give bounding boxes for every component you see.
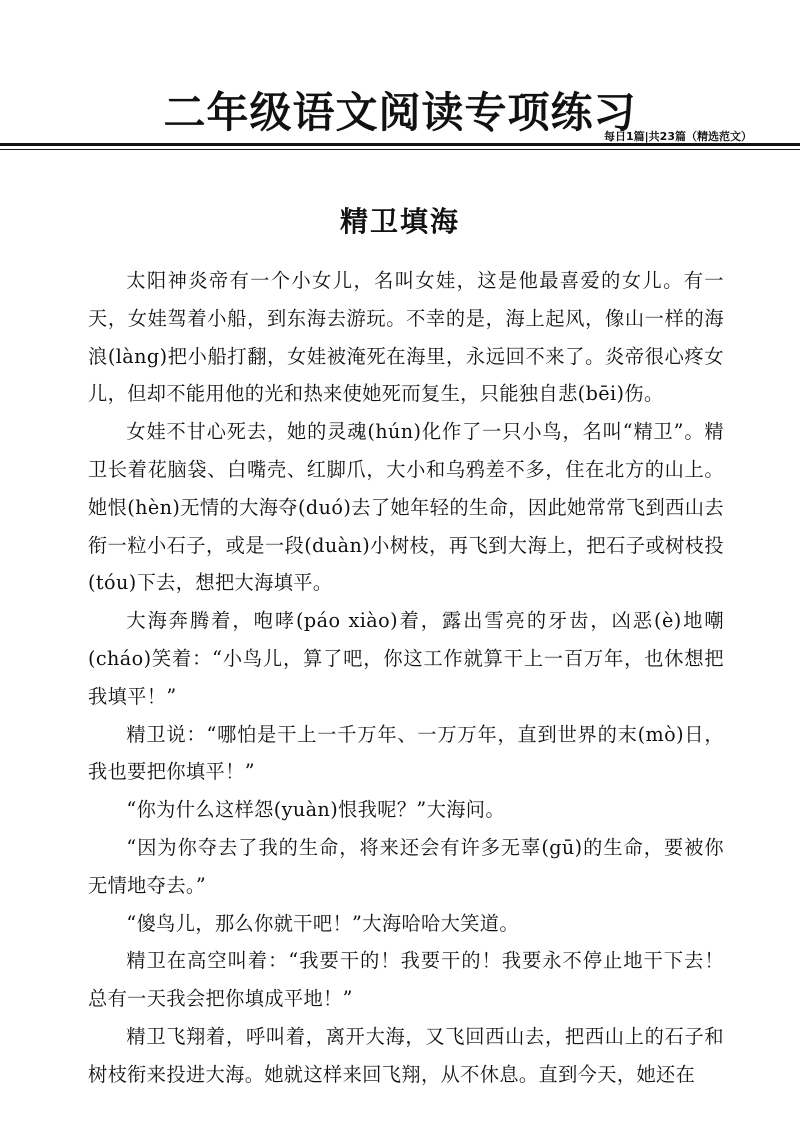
header-title: 二年级语文阅读专项练习 [163,88,637,137]
paragraph: 精卫在高空叫着：“我要干的！我要干的！我要永不停止地干下去！总有一天我会把你填成平地！” [88,949,724,1011]
paragraph: 精卫飞翔着，呼叫着，离开大海，又飞回西山去，把西山上的石子和树枝衔来投进大海。她就这样来回飞翔，从不休息。直到今天，她还在 [88,1024,724,1086]
header-divider-thick [0,143,800,146]
paragraph: 太阳神炎帝有一个小女儿，名叫女娃，这是他最喜爱的女儿。有一天，女娃驾着小船，到东海去游玩。不幸的是，海上起风，像山一样的海浪(làng)把小船打翻，女娃被淹死在海里，永远回不来了。炎帝很心疼女儿，但却不能用他的光和热来使她死而复生，只能独自悲(bēi)伤。 [88,269,724,406]
paragraph: “你为什么这样怨(yuàn)恨我呢？”大海问。 [126,798,505,822]
header-divider-thin [0,149,800,150]
article-title: 精卫填海 [339,205,460,238]
paragraph: 大海奔腾着，咆哮(páo xiào)着，露出雪亮的牙齿，凶恶(è)地嘲(cháo)笑着：“小鸟儿，算了吧，你这工作就算干上一百万年，也休想把我填平！” [88,609,724,708]
paragraph: 女娃不甘心死去，她的灵魂(hún)化作了一只小鸟，名叫“精卫”。精卫长着花脑袋、白嘴壳、红脚爪，大小和乌鸦差不多，住在北方的山上。她恨(hèn)无情的大海夺(duó)去了她年轻的生命，因此她常常飞到西山去衔一粒小石子，或是一段(duàn)小树枝，再飞到大海上，把石子或树枝投(tóu)下去，想把大海填平。 [88,420,724,595]
paragraph: “傻鸟儿，那么你就干吧！”大海哈哈大笑道。 [126,911,519,935]
paragraph: 精卫说：“哪怕是干上一千万年、一万万年，直到世界的末(mò)日，我也要把你填平！” [88,722,724,784]
header-subtitle: 每日1篇|共23篇（精选范文） [604,130,752,143]
article-body [88,262,724,1094]
paragraph: “因为你夺去了我的生命，将来还会有许多无辜(gū)的生命，要被你无情地夺去。” [88,835,724,897]
